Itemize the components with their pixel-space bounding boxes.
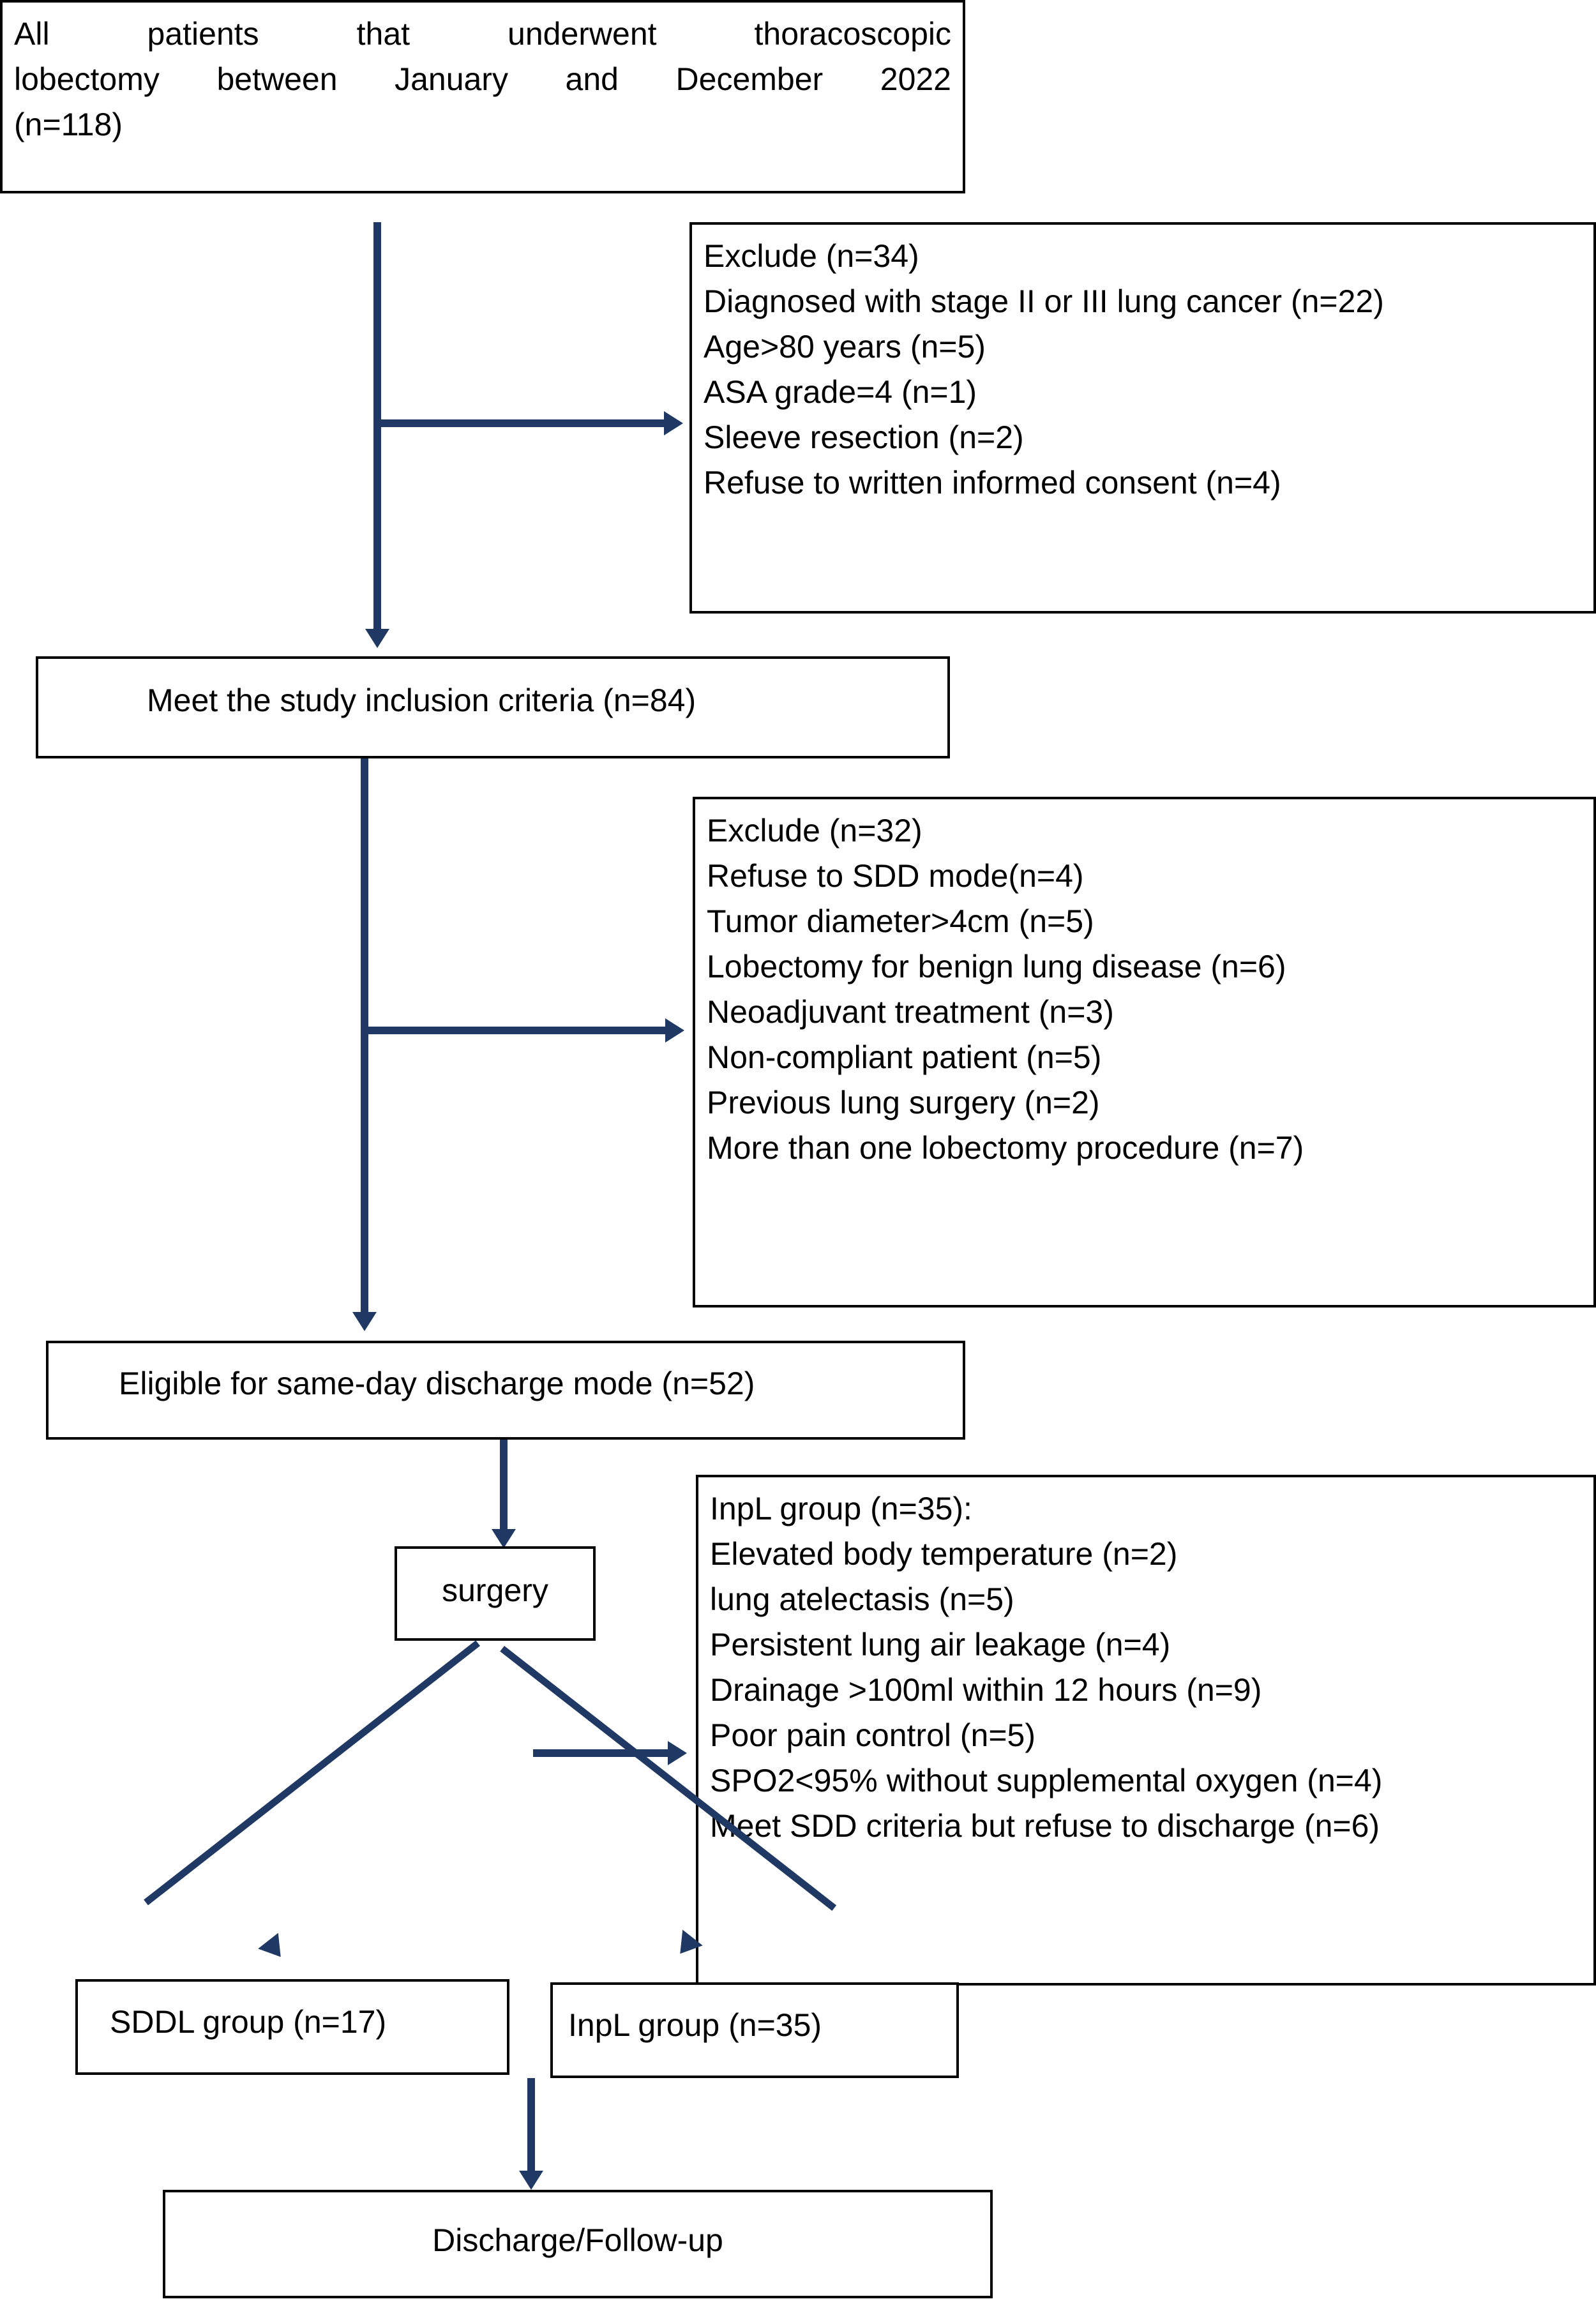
arrow-to-exclude1 (381, 419, 667, 427)
node-sddl-group (75, 1979, 509, 2075)
node-inpl-reasons-line-6: Poor pain control (n=5) (710, 1717, 1036, 1753)
node-exclude-1 (689, 222, 1596, 614)
node-surgery (395, 1546, 596, 1641)
node-sddl-group-text: SDDL group (n=17) (110, 2004, 387, 2040)
node-exclude-2-line-5: Neoadjuvant treatment (n=3) (707, 994, 1114, 1030)
arrow-to-exclude2-head (665, 1018, 684, 1043)
node-inpl-reasons-line-3: lung atelectasis (n=5) (710, 1581, 1014, 1617)
node-exclude-1-text (692, 225, 1593, 515)
node-exclude-2-line-4: Lobectomy for benign lung disease (n=6) (707, 949, 1286, 984)
arrow-inpl-to-discharge-head (519, 2171, 543, 2190)
node-exclude-1-line-4: ASA grade=4 (n=1) (704, 374, 977, 410)
node-inclusion-criteria (36, 656, 950, 758)
node-exclude-1-line-3: Age>80 years (n=5) (704, 329, 986, 365)
node-exclude-2-line-2: Refuse to SDD mode(n=4) (707, 858, 1084, 894)
node-inpl-reasons-line-1: InpL group (n=35): (710, 1491, 972, 1526)
node-enrollment-line-2: lobectomy between January and December 2022 (14, 61, 951, 97)
node-exclude-2-line-7: Previous lung surgery (n=2) (707, 1085, 1100, 1120)
arrow-inclusion-to-eligible (361, 758, 368, 1320)
node-exclude-2-line-1: Exclude (n=32) (707, 813, 922, 848)
arrow-to-inpl-reasons (533, 1749, 670, 1757)
node-exclude-2-text (695, 799, 1593, 1180)
node-enrollment-line-3: (n=118) (14, 107, 123, 142)
arrow-to-inpl-reasons-head (668, 1741, 687, 1765)
arrow-surgery-to-sddl (144, 1640, 480, 1905)
node-inpl-group-text: InpL group (n=35) (568, 2007, 822, 2043)
node-exclude-2-line-3: Tumor diameter>4cm (n=5) (707, 903, 1094, 939)
node-eligible-text: Eligible for same-day discharge mode (n=52) (119, 1366, 755, 1401)
arrow-to-exclude2 (368, 1027, 668, 1034)
node-inclusion-criteria-text: Meet the study inclusion criteria (n=84) (147, 682, 696, 718)
node-exclude-2-line-8: More than one lobectomy procedure (n=7) (707, 1130, 1304, 1166)
node-exclude-2-line-6: Non-compliant patient (n=5) (707, 1039, 1102, 1075)
node-inpl-reasons-line-8: Meet SDD criteria but refuse to discharge (n=6) (710, 1808, 1380, 1844)
node-exclude-1-line-2: Diagnosed with stage II or III lung cancer (n=22) (704, 283, 1384, 319)
node-inpl-group (550, 1982, 959, 2078)
node-inpl-reasons-text (698, 1477, 1593, 1858)
node-enrollment-text (3, 3, 963, 156)
node-eligible (46, 1341, 965, 1440)
node-inpl-reasons-line-5: Drainage >100ml within 12 hours (n=9) (710, 1672, 1262, 1708)
arrow-surgery-to-sddl-head (258, 1933, 290, 1965)
arrow-eligible-to-surgery-head (492, 1529, 516, 1548)
arrow-enrollment-to-inclusion (373, 222, 381, 637)
node-exclude-2 (693, 797, 1596, 1307)
node-enrollment (0, 0, 965, 193)
node-inpl-reasons-line-7: SPO2<95% without supplemental oxygen (n=4) (710, 1763, 1383, 1798)
arrow-inpl-to-discharge (527, 2078, 535, 2180)
arrow-inclusion-to-eligible-head (352, 1312, 377, 1331)
node-exclude-1-line-1: Exclude (n=34) (704, 238, 919, 274)
node-inpl-reasons-line-4: Persistent lung air leakage (n=4) (710, 1627, 1171, 1662)
node-exclude-1-line-6: Refuse to written informed consent (n=4) (704, 465, 1281, 501)
node-discharge-followup-text: Discharge/Follow-up (432, 2222, 723, 2258)
node-enrollment-line-1: All patients that underwent thoracoscopic (14, 16, 951, 52)
node-surgery-text: surgery (442, 1572, 548, 1608)
node-exclude-1-line-5: Sleeve resection (n=2) (704, 419, 1024, 455)
arrow-enrollment-to-inclusion-head (365, 629, 389, 648)
arrow-eligible-to-surgery (500, 1440, 508, 1539)
arrow-to-exclude1-head (664, 411, 683, 435)
node-inpl-reasons-line-2: Elevated body temperature (n=2) (710, 1536, 1178, 1572)
node-discharge-followup (163, 2190, 993, 2298)
